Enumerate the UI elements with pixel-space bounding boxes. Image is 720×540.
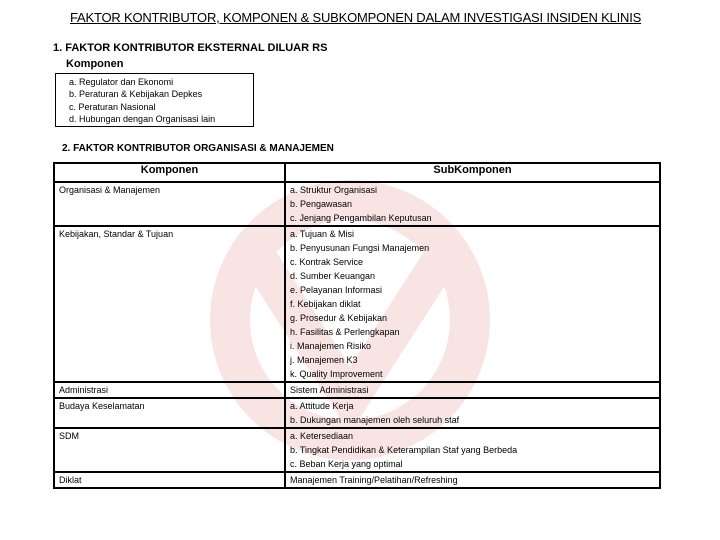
- column-header: Komponen: [54, 163, 285, 182]
- komponen-cell: [54, 472, 285, 488]
- list-item: d. Hubungan dengan Organisasi lain: [69, 113, 216, 124]
- subkomponen-item: k. Quality Improvement: [290, 369, 383, 379]
- table-row: [54, 428, 660, 472]
- komponen-label: Organisasi & Manajemen: [59, 185, 161, 195]
- section2-heading: 2. FAKTOR KONTRIBUTOR ORGANISASI & MANAJEMEN: [62, 143, 334, 154]
- subkomponen-item: c. Kontrak Service: [290, 257, 364, 267]
- subkomponen-cell: [285, 428, 660, 472]
- section1-list: [55, 73, 254, 127]
- table-row: [54, 382, 660, 398]
- subkomponen-item: Manajemen Training/Pelatihan/Refreshing: [290, 475, 458, 485]
- subkomponen-item: e. Pelayanan Informasi: [290, 285, 383, 295]
- subkomponen-item: i. Manajemen Risiko: [290, 341, 372, 351]
- table-row: [54, 226, 660, 382]
- komponen-cell: [54, 428, 285, 472]
- list-item: c. Peraturan Nasional: [69, 101, 156, 112]
- subkomponen-item: c. Jenjang Pengambilan Keputusan: [290, 213, 432, 223]
- komponen-label: SDM: [59, 431, 79, 441]
- subkomponen-cell: [285, 472, 660, 488]
- subkomponen-cell: [285, 182, 660, 226]
- table-row: [54, 398, 660, 428]
- subkomponen-item: j. Manajemen K3: [290, 355, 358, 365]
- section1-subheading: Komponen: [66, 58, 124, 70]
- subkomponen-item: b. Tingkat Pendidikan & Keterampilan Staf yang Berbeda: [290, 445, 518, 455]
- komponen-cell: [54, 398, 285, 428]
- section2-table: [53, 162, 661, 489]
- subkomponen-item: a. Struktur Organisasi: [290, 185, 378, 195]
- subkomponen-cell: [285, 382, 660, 398]
- komponen-label: Administrasi: [59, 385, 109, 395]
- subkomponen-item: f. Kebijakan diklat: [290, 299, 361, 309]
- komponen-cell: [54, 182, 285, 226]
- subkomponen-item: g. Prosedur & Kebijakan: [290, 313, 388, 323]
- list-item: b. Peraturan & Kebijakan Depkes: [69, 89, 203, 100]
- komponen-cell: [54, 226, 285, 382]
- subkomponen-item: h. Fasilitas & Perlengkapan: [290, 327, 400, 337]
- subkomponen-item: c. Beban Kerja yang optimal: [290, 459, 403, 469]
- subkomponen-cell: [285, 398, 660, 428]
- subkomponen-item: Sistem Administrasi: [290, 385, 369, 395]
- komponen-cell: [54, 382, 285, 398]
- list-item: a. Regulator dan Ekonomi: [69, 77, 174, 87]
- komponen-label: Budaya Keselamatan: [59, 401, 145, 411]
- subkomponen-item: a. Tujuan & Misi: [290, 229, 355, 239]
- subkomponen-item: a. Ketersediaan: [290, 431, 354, 441]
- subkomponen-item: b. Penyusunan Fungsi Manajemen: [290, 243, 430, 253]
- subkomponen-item: b. Pengawasan: [290, 199, 353, 209]
- subkomponen-cell: [285, 226, 660, 382]
- subkomponen-item: a. Attitude Kerja: [290, 401, 354, 411]
- table-row: [54, 472, 660, 488]
- page-title: FAKTOR KONTRIBUTOR, KOMPONEN & SUBKOMPONEN DALAM INVESTIGASI INSIDEN KLINIS: [70, 10, 642, 25]
- subkomponen-item: b. Dukungan manajemen oleh seluruh staf: [290, 415, 460, 425]
- subkomponen-item: d. Sumber Keuangan: [290, 271, 376, 281]
- section1-heading: 1. FAKTOR KONTRIBUTOR EKSTERNAL DILUAR RS: [53, 42, 328, 54]
- komponen-label: Diklat: [59, 475, 82, 485]
- column-header: SubKomponen: [285, 163, 660, 182]
- table-row: [54, 182, 660, 226]
- komponen-label: Kebijakan, Standar & Tujuan: [59, 229, 174, 239]
